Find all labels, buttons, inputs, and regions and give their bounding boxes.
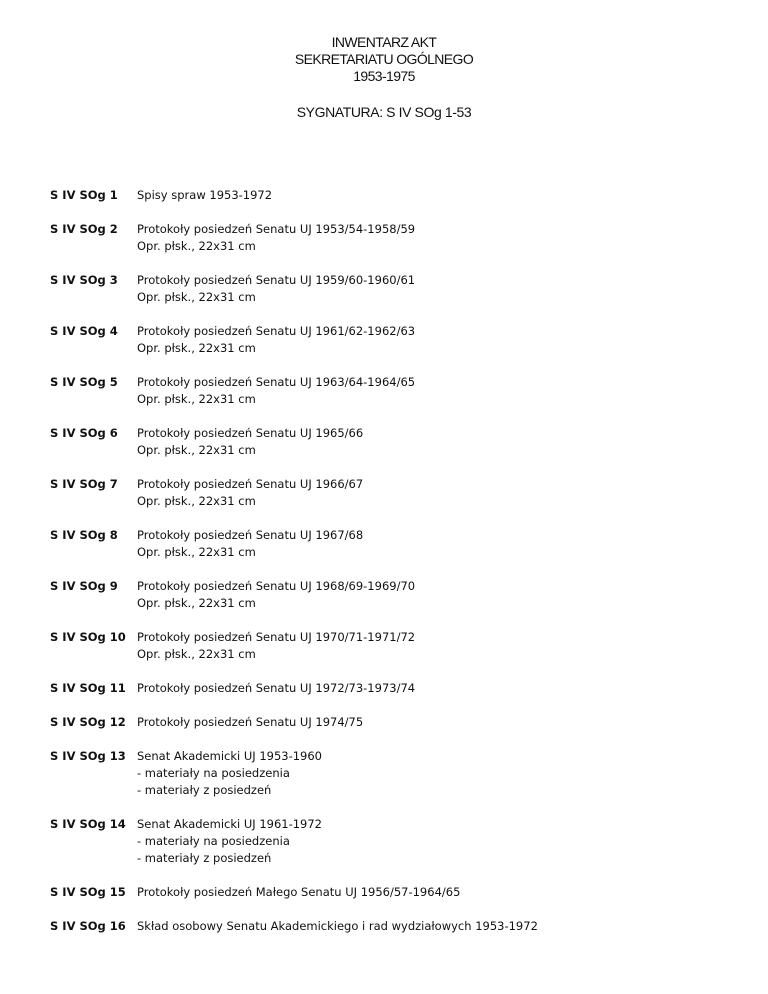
- entry-description-line: Protokoły posiedzeń Senatu UJ 1966/67: [137, 477, 364, 491]
- entry-signature: S IV SOg 5: [50, 375, 118, 389]
- entry-description: [137, 425, 363, 459]
- inventory-entry: [50, 374, 740, 408]
- inventory-entry: [50, 425, 740, 459]
- inventory-entry: [50, 578, 740, 612]
- entry-signature: S IV SOg 16: [50, 919, 126, 933]
- entry-description-line: Opr. płsk., 22x31 cm: [137, 290, 256, 304]
- entry-description-line: Senat Akademicki UJ 1953-1960: [137, 749, 322, 763]
- entry-description-line: Protokoły posiedzeń Senatu UJ 1968/69-1969/70: [137, 579, 416, 593]
- entry-signature: S IV SOg 15: [50, 885, 126, 899]
- entry-description-line: Opr. płsk., 22x31 cm: [137, 494, 256, 508]
- entry-description-line: - materiały na posiedzenia: [137, 834, 290, 848]
- inventory-list: [50, 187, 740, 935]
- entry-signature: S IV SOg 4: [50, 324, 118, 338]
- entry-signature: S IV SOg 8: [50, 528, 118, 542]
- entry-description-line: Opr. płsk., 22x31 cm: [137, 545, 256, 559]
- entry-description: [137, 918, 538, 935]
- entry-description: [137, 884, 460, 901]
- inventory-entry: [50, 221, 740, 255]
- entry-description-line: Protokoły posiedzeń Senatu UJ 1974/75: [137, 715, 364, 729]
- inventory-entry: [50, 748, 740, 799]
- entry-description-line: Opr. płsk., 22x31 cm: [137, 596, 256, 610]
- entry-description-line: Protokoły posiedzeń Senatu UJ 1959/60-1960/61: [137, 273, 416, 287]
- entry-description-line: - materiały z posiedzeń: [137, 851, 272, 865]
- entry-description: [137, 323, 415, 357]
- inventory-entry: [50, 918, 740, 935]
- title-line: 1953-1975: [353, 68, 415, 84]
- entry-signature: S IV SOg 9: [50, 579, 118, 593]
- entry-description-line: Opr. płsk., 22x31 cm: [137, 341, 256, 355]
- title-line: INWENTARZ AKT: [331, 34, 437, 50]
- entry-signature: S IV SOg 3: [50, 273, 118, 287]
- inventory-entry: [50, 272, 740, 306]
- entry-description-line: Protokoły posiedzeń Senatu UJ 1953/54-1958/59: [137, 222, 416, 236]
- entry-signature: S IV SOg 12: [50, 715, 126, 729]
- inventory-entry: [50, 476, 740, 510]
- inventory-entry: [50, 323, 740, 357]
- entry-description: [137, 272, 415, 306]
- inventory-entry: [50, 629, 740, 663]
- entry-signature: S IV SOg 10: [50, 630, 126, 644]
- entry-description-line: Protokoły posiedzeń Senatu UJ 1972/73-1973/74: [137, 681, 416, 695]
- entry-description: [137, 629, 415, 663]
- entry-description: [137, 221, 415, 255]
- inventory-entry: [50, 884, 740, 901]
- sygnatura-heading: SYGNATURA: S IV SOg 1-53: [296, 104, 472, 120]
- entry-signature: S IV SOg 13: [50, 749, 126, 763]
- entry-description-line: Protokoły posiedzeń Senatu UJ 1970/71-1971/72: [137, 630, 416, 644]
- entry-description: [137, 748, 322, 799]
- entry-description-line: Spisy spraw 1953-1972: [137, 188, 273, 202]
- entry-description-line: - materiały z posiedzeń: [137, 783, 272, 797]
- entry-description-line: Protokoły posiedzeń Senatu UJ 1963/64-1964/65: [137, 375, 416, 389]
- inventory-entry: [50, 187, 740, 204]
- entry-signature: S IV SOg 14: [50, 817, 126, 831]
- entry-description-line: Protokoły posiedzeń Senatu UJ 1965/66: [137, 426, 364, 440]
- entry-description: [137, 374, 415, 408]
- entry-description-line: - materiały na posiedzenia: [137, 766, 290, 780]
- entry-signature: S IV SOg 1: [50, 188, 118, 202]
- entry-description: [137, 187, 272, 204]
- entry-description-line: Protokoły posiedzeń Senatu UJ 1961/62-1962/63: [137, 324, 416, 338]
- entry-description-line: Opr. płsk., 22x31 cm: [137, 443, 256, 457]
- entry-description: [137, 527, 363, 561]
- inventory-entry: [50, 714, 740, 731]
- entry-description: [137, 578, 415, 612]
- entry-description: [137, 680, 415, 697]
- inventory-entry: [50, 680, 740, 697]
- entry-signature: S IV SOg 2: [50, 222, 118, 236]
- inventory-entry: [50, 816, 740, 867]
- entry-description-line: Skład osobowy Senatu Akademickiego i rad wydziałowych 1953-1972: [137, 919, 538, 933]
- entry-description: [137, 816, 322, 867]
- entry-description-line: Protokoły posiedzeń Małego Senatu UJ 1956/57-1964/65: [137, 885, 461, 899]
- entry-description-line: Senat Akademicki UJ 1961-1972: [137, 817, 322, 831]
- entry-description-line: Opr. płsk., 22x31 cm: [137, 392, 256, 406]
- entry-description: [137, 476, 363, 510]
- inventory-entry: [50, 527, 740, 561]
- title-line: SEKRETARIATU OGÓLNEGO: [294, 51, 474, 67]
- document-title: [0, 34, 768, 85]
- entry-description-line: Protokoły posiedzeń Senatu UJ 1967/68: [137, 528, 364, 542]
- entry-signature: S IV SOg 11: [50, 681, 126, 695]
- entry-description: [137, 714, 363, 731]
- entry-description-line: Opr. płsk., 22x31 cm: [137, 239, 256, 253]
- entry-signature: S IV SOg 6: [50, 426, 118, 440]
- entry-description-line: Opr. płsk., 22x31 cm: [137, 647, 256, 661]
- entry-signature: S IV SOg 7: [50, 477, 118, 491]
